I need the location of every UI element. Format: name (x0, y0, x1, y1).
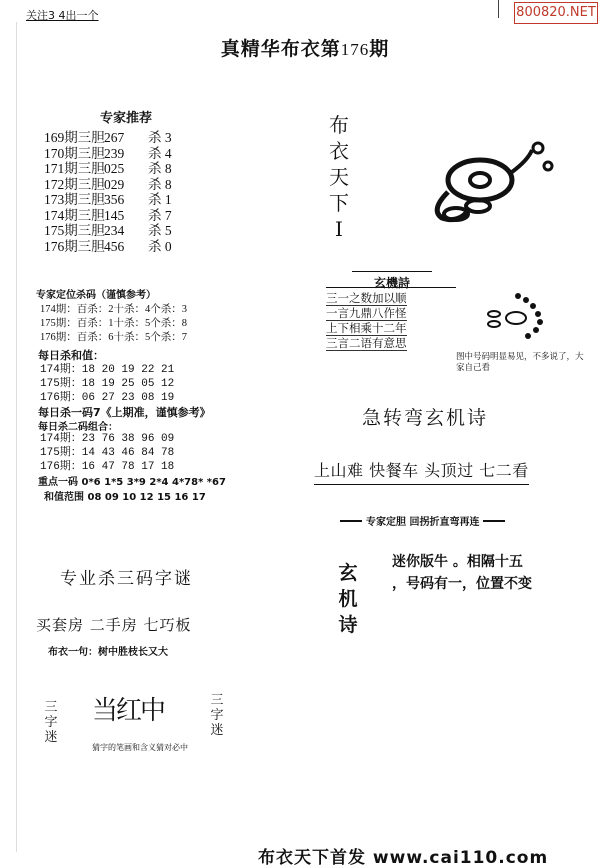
daily-kill-two-heading: 每日杀二码组合： (38, 422, 118, 433)
expert-recommend-heading: 专家推荐 (100, 111, 153, 126)
bead-chain-image (478, 290, 568, 346)
list-item: 173期三胆 356 杀 1 (44, 192, 172, 207)
poem-line: 迷你版牛 。相隔十五 (392, 554, 523, 570)
expert-line (340, 513, 505, 528)
corner-line (498, 0, 499, 18)
house-line: 买套房 二手房 七巧板 (36, 616, 192, 634)
vertical-poem-label: 玄 机 诗 (338, 562, 358, 636)
list-item: 176期：06 27 23 08 19 (40, 392, 175, 404)
list-item: 175期三胆 234 杀 5 (44, 223, 172, 238)
poem-box (326, 287, 456, 351)
title-text: 真精华布衣第 (220, 38, 341, 60)
title-issue: 176 (340, 40, 370, 59)
riddle-title: 专业杀三码字谜 (60, 569, 193, 589)
footer-source: 布衣天下首发 www.cai110.com (258, 848, 549, 868)
list-item: 174期：百杀：2十杀：4个杀：3 (40, 304, 187, 315)
daily-kill-sum-heading: 每日杀和值： (38, 349, 104, 362)
page-title (200, 34, 410, 61)
ink-drawing-figure (420, 140, 560, 230)
position-kill-list (40, 303, 187, 345)
big-riddle: 当红中 (92, 696, 165, 726)
list-item: 170期三胆 239 杀 4 (44, 145, 172, 161)
poem-line: 三言二语有意思 (326, 336, 407, 350)
list-item: 174期三胆 145 杀 7 (44, 207, 172, 223)
daily-kill-one: 每日杀一码7《上期准，谨慎参考》 (38, 406, 211, 419)
expert-line-text: 专家定胆 回拐折直弯再连 (366, 517, 480, 528)
list-item: 174期：23 76 38 96 09 (40, 433, 175, 445)
list-item: 172期三胆 029 杀 8 (44, 176, 172, 192)
list-item: 176期三胆 456 杀 0 (44, 238, 172, 254)
focus-one-code: 重点一码 0*6 1*5 3*9 2*4 4*78* *67 (38, 477, 226, 488)
image-caption: 图中号码明显易见，不多说了，大家自己看 (456, 352, 584, 373)
sum-range: 和值范围 08 09 10 12 15 16 17 (44, 492, 206, 503)
poem-box-heading: 玄機詩 (352, 271, 432, 291)
daily-kill-two-list (40, 432, 174, 474)
expert-recommend-list (44, 130, 172, 254)
list-item: 175期：百杀：1十杀：5个杀：8 (40, 318, 187, 329)
position-kill-heading: 专家定位杀码（谨慎参考） (36, 290, 156, 301)
riddle-poem-title: 急转弯玄机诗 (362, 407, 489, 429)
slogan: 上山难 快餐车 头顶过 七二看 (314, 458, 529, 485)
site-watermark: 800820.NET (514, 2, 598, 24)
poem-line: 三一之数加以顺 (326, 291, 407, 305)
hidden-poem (392, 551, 532, 595)
riddle-note: 猜字的笔画和含义猜对必中 (92, 743, 188, 752)
riddle-left-label: 三字迷 (44, 700, 58, 745)
daily-kill-sum-list (40, 363, 174, 405)
buyi-vertical-title: 布 衣 天 下 I (329, 113, 349, 241)
divider (340, 520, 362, 522)
riddle-right-label: 三字迷 (210, 693, 224, 738)
poem-line: 上下相乘十二年 (326, 321, 407, 335)
list-item: 175期：14 43 46 84 78 (40, 447, 175, 459)
list-item: 174期：18 20 19 22 21 (40, 364, 175, 376)
poem-line: ，号码有一，位置不变 (392, 576, 532, 592)
buyi-line: 布衣一句：树中胜枝长又大 (48, 647, 168, 658)
list-item: 176期：百杀：6十杀：5个杀：7 (40, 332, 187, 343)
poem-line: 一言九鼎八作怪 (326, 306, 407, 320)
list-item: 171期三胆 025 杀 8 (44, 161, 172, 176)
divider (483, 520, 505, 522)
list-item: 175期：18 19 25 05 12 (40, 378, 175, 390)
list-item: 169期三胆 267 杀 3 (44, 130, 172, 145)
top-note: 关注3 4出一个 (26, 9, 99, 22)
list-item: 176期：16 47 78 17 18 (40, 461, 175, 473)
title-suffix: 期 (369, 38, 390, 60)
